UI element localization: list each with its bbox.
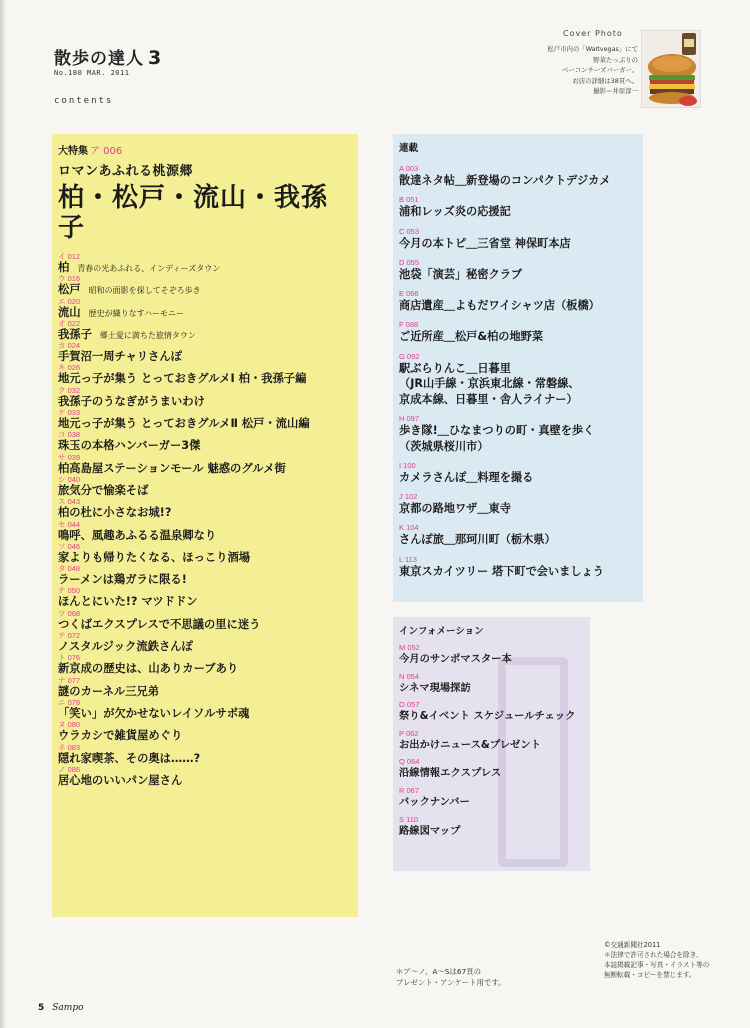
feature-item[interactable] [58,720,350,742]
masthead-title: 散歩の達人 [54,49,144,69]
copyright-notice: ©交通新聞社2011 ＊法律で許可された場合を除き、 本誌掲載記事・写真・イラスト等の 無断転載・コピーを禁じます。 [604,941,710,979]
feature-item[interactable] [58,497,350,519]
feature-item[interactable] [58,386,350,408]
item-title: ウラカシで雑貨屋めぐり [58,729,183,743]
feature-item[interactable] [58,542,350,564]
serial-item[interactable] [399,523,643,548]
item-code: N 054 [399,671,420,681]
item-title: 商店遺産＿よもだワイシャツ店（板橋） [399,299,600,313]
info-list [399,643,590,838]
serial-section [393,134,643,602]
item-code: R 067 [399,785,420,795]
item-code: S 110 [399,814,419,824]
item-title: 隠れ家喫茶、その奥は……? [58,751,201,765]
item-title: 謎のカーネル三兄弟 [58,684,160,698]
item-code: サ 039 [58,452,81,462]
item-title: 手賀沼一周チャリさんぽ [58,350,182,364]
item-title: カメラさんぽ＿料理を撮る [399,470,534,484]
item-title: 今月の本トピ＿三省堂 神保町本店 [399,236,571,250]
item-code: B 051 [399,195,419,205]
item-title: 今月のサンポマスター本 [399,653,512,665]
serial-heading: 連載 [399,143,419,154]
masthead-number: 3 [148,47,163,69]
item-code: ネ 083 [58,742,81,752]
item-title [58,261,350,275]
item-code: ケ 033 [58,408,81,418]
serial-item[interactable] [399,320,643,345]
item-code: Q 064 [399,757,420,767]
feature-item[interactable] [58,609,350,631]
serial-item[interactable] [399,227,643,252]
item-title: バックナンバー [399,795,470,808]
item-title: お出かけニュース&プレゼント [399,738,541,751]
feature-item[interactable] [58,274,350,296]
item-title: 鳴呼、風趣あふるる温泉卿なり [58,528,217,542]
item-title: 「笑い」が欠かせないレイソルサポ魂 [58,706,250,720]
item-code: エ 020 [58,296,81,306]
item-code: A 003 [399,164,419,173]
item-code: J 102 [399,492,418,502]
item-title: 家よりも帰りたくなる、ほっこり酒場 [58,550,251,564]
item-code: テ 072 [58,631,81,641]
item-code: I 100 [399,460,416,470]
feature-item[interactable] [58,564,350,586]
item-title: 沿線情報エクスプレス [399,767,502,780]
present-note: ＊ア～ノ、A～Sは67頁の プレゼント・アンケート用です。 [396,967,506,987]
feature-title: 柏・松戸・流山・我孫子 [58,183,329,243]
feature-heading-label: 大特集 [58,146,88,157]
item-code: ソ 046 [58,541,81,551]
page-folio [38,1003,84,1013]
item-code: D 055 [399,257,420,267]
item-code: シ 040 [58,474,81,484]
info-item[interactable] [399,786,590,809]
feature-item[interactable] [58,453,350,475]
item-title: ノスタルジック流鉄さんぽ [58,640,193,654]
item-title: 柏の杜に小さなお城!? [58,506,172,520]
item-code: ツ 068 [58,608,81,618]
serial-item[interactable] [399,555,643,580]
cover-photo-caption: 松戸市内の「Waltvegas」にて 野菜たっぷりの ベーコンチーズバーガー。 お店の詳細は38頁へ。 撮影＝井原淳一 [547,45,638,95]
contents-label: contents [54,96,114,106]
item-code: チ 050 [58,586,81,596]
item-title: 東京スカイツリー 塔下町で会いましょう [399,564,604,578]
info-item[interactable] [399,757,590,780]
item-code: タ 048 [58,564,81,574]
item-code: ナ 077 [58,675,81,685]
item-code: L 113 [399,554,417,564]
info-item[interactable] [399,672,590,695]
item-title: 祭り&イベント スケジュールチェック [399,710,576,723]
feature-list [58,252,350,787]
item-title-text: 我孫子 [58,327,92,341]
item-code: ニ 078 [58,697,81,707]
item-code: F 088 [399,320,419,330]
item-title: 京都の路地ワザ＿東寺 [399,502,511,516]
item-code: ノ 086 [58,764,81,774]
item-title: さんぽ旅＿那珂川町（栃木県） [399,533,556,547]
serial-item[interactable] [399,289,643,314]
info-item[interactable] [399,643,590,666]
item-code: ク 032 [58,385,81,395]
feature-item[interactable] [58,743,350,765]
cover-photo-title: Cover Photo [563,29,623,38]
item-code: キ 026 [58,363,81,373]
item-code: E 066 [399,289,419,299]
info-item[interactable] [399,815,590,838]
feature-item[interactable] [58,676,350,698]
info-heading: インフォメーション [399,626,484,637]
feature-item[interactable] [58,341,350,363]
item-code: G 092 [399,351,420,361]
item-code: コ 038 [58,430,81,440]
feature-item[interactable] [58,297,350,319]
item-code: ト 076 [58,653,81,663]
item-code: O 057 [399,700,420,710]
serial-item[interactable] [399,352,643,408]
item-title: 池袋「演芸」秘密クラブ [399,267,523,281]
serial-item[interactable] [399,258,643,283]
item-title: 新京成の歴史は、山ありカーブあり [58,662,239,676]
serial-item[interactable] [399,195,643,220]
item-title: 散達ネタ帖＿新登場のコンパクトデジカメ [399,174,611,187]
item-code: イ 012 [58,252,81,261]
item-title: 旅気分で愉楽そば [58,483,149,497]
item-code: ウ 016 [58,274,81,284]
item-title [58,328,350,342]
item-title: ラーメンは鶏ガラに限る! [58,573,187,587]
serial-item[interactable] [399,414,643,454]
item-code: オ 022 [58,318,81,328]
item-subtitle: 郷土愛に満ちた旅情タウン [99,330,196,340]
feature-subtitle: ロマンあふれる桃源郷 [58,164,194,179]
item-code: ス 043 [58,497,81,507]
item-title: ほんとにいた!? マツドドン [58,595,198,609]
item-title [58,306,350,320]
item-code: ヌ 080 [58,720,81,730]
feature-item[interactable] [58,520,350,542]
feature-heading-code: ア 006 [90,146,123,157]
feature-item[interactable] [58,408,350,430]
cover-photo-burger-image [641,30,701,108]
item-title: 浦和レッズ炎の応援記 [399,205,511,219]
feature-item[interactable] [58,319,350,341]
serial-list [399,164,643,579]
item-code: カ 024 [58,341,81,351]
item-code: C 053 [399,226,420,236]
feature-item[interactable] [58,631,350,653]
item-title-text: 柏 [58,261,70,274]
page-number: 5 [38,1003,45,1013]
magazine-name: Sampo [52,1003,84,1013]
item-title: 地元っ子が集う とっておきグルメⅠ 柏・我孫子編 [58,372,307,386]
item-subtitle: 歴史が織りなすハーモニー [88,308,184,318]
feature-item[interactable] [58,363,350,385]
item-subtitle: 青春の光あふれる、インディーズタウン [77,264,221,273]
item-title: シネマ現場探訪 [399,681,471,694]
issue-info: No.180 MAR. 2011 [54,69,130,77]
feature-item[interactable] [58,698,350,720]
item-code: H 097 [399,414,420,424]
item-title: 駅ぶらりんこ＿日暮里 （JR山手線・京浜東北線・常磐線、 京成本線、日暮里・舎人ライナー） [399,361,580,406]
item-title: 路線図マップ [399,824,461,837]
item-title: 柏高島屋ステーションモール 魅惑のグルメ街 [58,461,286,475]
item-code: セ 044 [58,519,81,529]
item-title: ご近所産＿松戸&柏の地野菜 [399,330,544,344]
item-title: 珠玉の本格ハンバーガー3傑 [58,439,201,453]
item-code: P 062 [399,728,419,738]
info-item[interactable] [399,700,590,723]
item-code: M 052 [399,643,420,652]
item-title: 地元っ子が集う とっておきグルメⅡ 松戸・流山編 [58,417,310,431]
feature-item[interactable] [58,252,350,274]
item-code: K 104 [399,523,419,533]
item-title: つくばエクスプレスで不思議の里に迷う [58,617,261,631]
feature-item[interactable] [58,475,350,497]
feature-section [52,134,358,917]
feature-heading [58,142,350,157]
feature-item[interactable] [58,653,350,675]
serial-item[interactable] [399,492,643,517]
feature-item[interactable] [58,765,350,787]
item-title: 居心地のいいパン屋さん [58,773,183,787]
feature-item[interactable] [58,586,350,608]
item-title-text: 流山 [58,305,81,319]
serial-item[interactable] [399,164,643,189]
item-title: 歩き隊!＿ひなまつりの町・真壁を歩く （茨城県桜川市） [399,424,595,453]
page-edge [0,0,6,1028]
feature-item[interactable] [58,430,350,452]
masthead [54,44,162,69]
item-title-text: 松戸 [58,283,81,297]
item-title [58,283,350,297]
item-title: 我孫子のうなぎがうまいわけ [58,394,205,408]
info-item[interactable] [399,729,590,752]
info-section [393,617,590,871]
serial-item[interactable] [399,461,643,486]
item-subtitle: 昭和の面影を探してそぞろ歩き [88,286,201,296]
